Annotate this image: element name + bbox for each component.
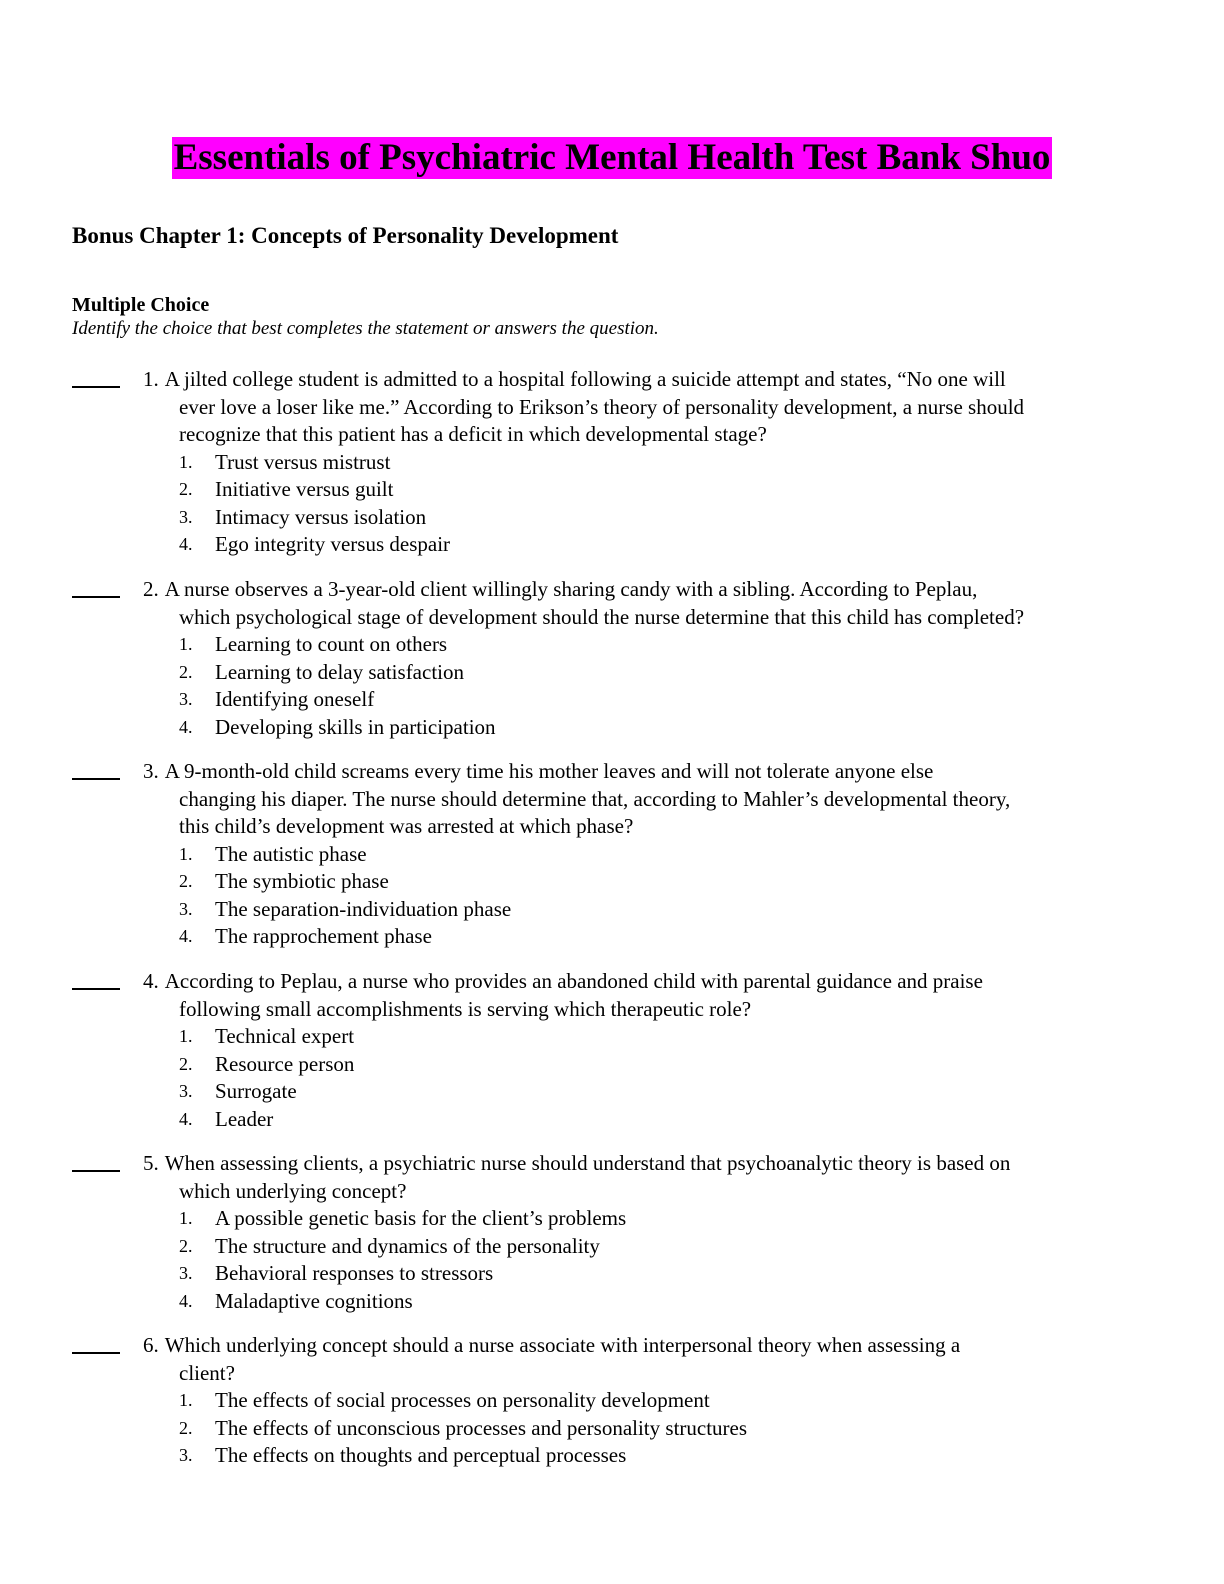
- document-title: Essentials of Psychiatric Mental Health Test Bank Shuo: [173, 137, 1051, 178]
- option-number: 3.: [179, 689, 193, 709]
- question-stem: [143, 576, 1143, 631]
- answer-option[interactable]: [179, 476, 450, 504]
- option-text: Trust versus mistrust: [215, 449, 391, 474]
- answer-option[interactable]: [179, 1415, 747, 1443]
- question-stem: [143, 366, 1143, 449]
- question-text-line: client?: [179, 1360, 235, 1385]
- answer-options: [179, 449, 450, 559]
- answer-blank[interactable]: [72, 778, 120, 780]
- option-number: 1.: [179, 1026, 193, 1046]
- question-text: A 9-month-old child screams every time his mother leaves and will not tolerate anyone else: [164, 759, 934, 783]
- option-text: Behavioral responses to stressors: [215, 1261, 494, 1285]
- option-number: 2.: [179, 1417, 193, 1438]
- option-text: Identifying oneself: [215, 687, 375, 711]
- option-number: 4.: [179, 534, 193, 554]
- option-text: The separation-individuation phase: [215, 896, 512, 921]
- question-first-line: [143, 366, 1143, 394]
- option-number: 3.: [179, 1445, 193, 1465]
- option-number: 3.: [179, 898, 193, 919]
- question-number: 1.: [143, 367, 159, 391]
- answer-option[interactable]: [179, 659, 496, 687]
- question-text-line: changing his diaper. The nurse should determine that, according to Mahler’s developmental theory,: [179, 786, 1011, 811]
- option-number: 3.: [179, 1081, 193, 1101]
- answer-option[interactable]: [179, 1205, 626, 1233]
- answer-options: [179, 631, 496, 741]
- question-stem: [143, 758, 1143, 841]
- option-number: 1.: [179, 1390, 193, 1410]
- option-text: Learning to count on others: [215, 632, 448, 656]
- option-number: 2.: [179, 1053, 193, 1074]
- option-number: 4.: [179, 716, 193, 737]
- question-stem: [143, 1150, 1143, 1205]
- option-number: 4.: [179, 926, 193, 946]
- option-text: The effects on thoughts and perceptual processes: [215, 1443, 627, 1467]
- option-text: Resource person: [215, 1051, 355, 1076]
- answer-options: [179, 841, 511, 951]
- option-number: 2.: [179, 871, 193, 891]
- question-text: A jilted college student is admitted to a hospital following a suicide attempt and states, “No one will: [164, 367, 1006, 391]
- option-text: Surrogate: [215, 1079, 297, 1103]
- question-number: 3.: [143, 759, 159, 783]
- option-number: 4.: [179, 1108, 193, 1129]
- option-text: Technical expert: [215, 1024, 355, 1048]
- option-text: The autistic phase: [215, 841, 367, 866]
- option-text: Developing skills in participation: [215, 714, 496, 739]
- answer-option[interactable]: [179, 631, 496, 659]
- question-first-line: [143, 1150, 1143, 1178]
- question-first-line: [143, 1332, 1143, 1360]
- question-first-line: [143, 576, 1143, 604]
- answer-option[interactable]: [179, 531, 450, 559]
- option-text: The effects of social processes on personality development: [215, 1388, 710, 1412]
- question-text: According to Peplau, a nurse who provides an abandoned child with parental guidance and praise: [164, 969, 983, 993]
- option-number: 4.: [179, 1290, 193, 1311]
- question-first-line: [143, 968, 1143, 996]
- question-stem: [143, 968, 1143, 1023]
- option-text: Maladaptive cognitions: [215, 1288, 413, 1313]
- answer-blank[interactable]: [72, 596, 120, 598]
- question-text-line: following small accomplishments is serving which therapeutic role?: [179, 996, 752, 1021]
- option-text: Initiative versus guilt: [215, 477, 394, 501]
- title-wrapper: [0, 137, 1224, 179]
- question-text: When assessing clients, a psychiatric nurse should understand that psychoanalytic theory is based on: [164, 1151, 1011, 1175]
- answer-blank[interactable]: [72, 1352, 120, 1354]
- answer-option[interactable]: [179, 1260, 626, 1288]
- question-text: Which underlying concept should a nurse associate with interpersonal theory when assessing a: [164, 1333, 961, 1357]
- option-text: A possible genetic basis for the client’s problems: [215, 1206, 627, 1230]
- answer-option[interactable]: [179, 1023, 354, 1051]
- answer-option[interactable]: [179, 868, 511, 896]
- option-number: 1.: [179, 1208, 193, 1228]
- option-text: The effects of unconscious processes and personality structures: [215, 1415, 748, 1440]
- answer-option[interactable]: [179, 1051, 354, 1079]
- option-number: 2.: [179, 661, 193, 682]
- question-number: 6.: [143, 1333, 159, 1357]
- question-text-line: which psychological stage of development should the nurse determine that this child has completed?: [179, 604, 1025, 629]
- answer-option[interactable]: [179, 1288, 626, 1316]
- answer-options: [179, 1023, 354, 1133]
- answer-option[interactable]: [179, 1106, 354, 1134]
- answer-options: [179, 1205, 626, 1315]
- option-text: Ego integrity versus despair: [215, 532, 451, 556]
- question-text-line: this child’s development was arrested at which phase?: [179, 814, 634, 838]
- answer-options: [179, 1387, 747, 1470]
- option-number: 1.: [179, 634, 193, 654]
- option-text: The symbiotic phase: [215, 869, 389, 893]
- question-number: 4.: [143, 969, 159, 993]
- option-number: 2.: [179, 1235, 193, 1256]
- question-number: 5.: [143, 1151, 159, 1175]
- answer-blank[interactable]: [72, 988, 120, 990]
- option-number: 1.: [179, 451, 193, 472]
- answer-blank[interactable]: [72, 1170, 120, 1172]
- option-number: 1.: [179, 843, 193, 864]
- answer-option[interactable]: [179, 449, 450, 477]
- question-text-line: ever love a loser like me.” According to Erikson’s theory of personality development, a nurse should: [179, 394, 1025, 419]
- answer-option[interactable]: [179, 1233, 626, 1261]
- chapter-heading: Bonus Chapter 1: Concepts of Personality Development: [72, 223, 619, 248]
- answer-option[interactable]: [179, 896, 511, 924]
- answer-option[interactable]: [179, 923, 511, 951]
- option-text: Intimacy versus isolation: [215, 504, 427, 529]
- answer-option[interactable]: [179, 1387, 747, 1415]
- answer-blank[interactable]: [72, 386, 120, 388]
- option-number: 3.: [179, 1263, 193, 1283]
- question-stem: [143, 1332, 1143, 1387]
- answer-option[interactable]: [179, 714, 496, 742]
- answer-option[interactable]: [179, 1078, 354, 1106]
- option-text: The structure and dynamics of the personality: [215, 1233, 600, 1258]
- instructions-text: Identify the choice that best completes the statement or answers the question.: [72, 318, 659, 339]
- answer-option[interactable]: [179, 1442, 747, 1470]
- answer-option[interactable]: [179, 841, 511, 869]
- option-text: Leader: [215, 1106, 274, 1131]
- question-text-line: which underlying concept?: [179, 1178, 407, 1203]
- question-text: A nurse observes a 3-year-old client willingly sharing candy with a sibling. According to Peplau,: [164, 577, 978, 601]
- answer-option[interactable]: [179, 686, 496, 714]
- answer-option[interactable]: [179, 504, 450, 532]
- option-text: The rapprochement phase: [215, 924, 432, 948]
- section-heading: Multiple Choice: [72, 294, 210, 316]
- question-first-line: [143, 758, 1143, 786]
- question-text-line: recognize that this patient has a deficit in which developmental stage?: [179, 422, 767, 446]
- option-text: Learning to delay satisfaction: [215, 659, 464, 684]
- option-number: 2.: [179, 479, 193, 499]
- question-number: 2.: [143, 577, 159, 601]
- option-number: 3.: [179, 506, 193, 527]
